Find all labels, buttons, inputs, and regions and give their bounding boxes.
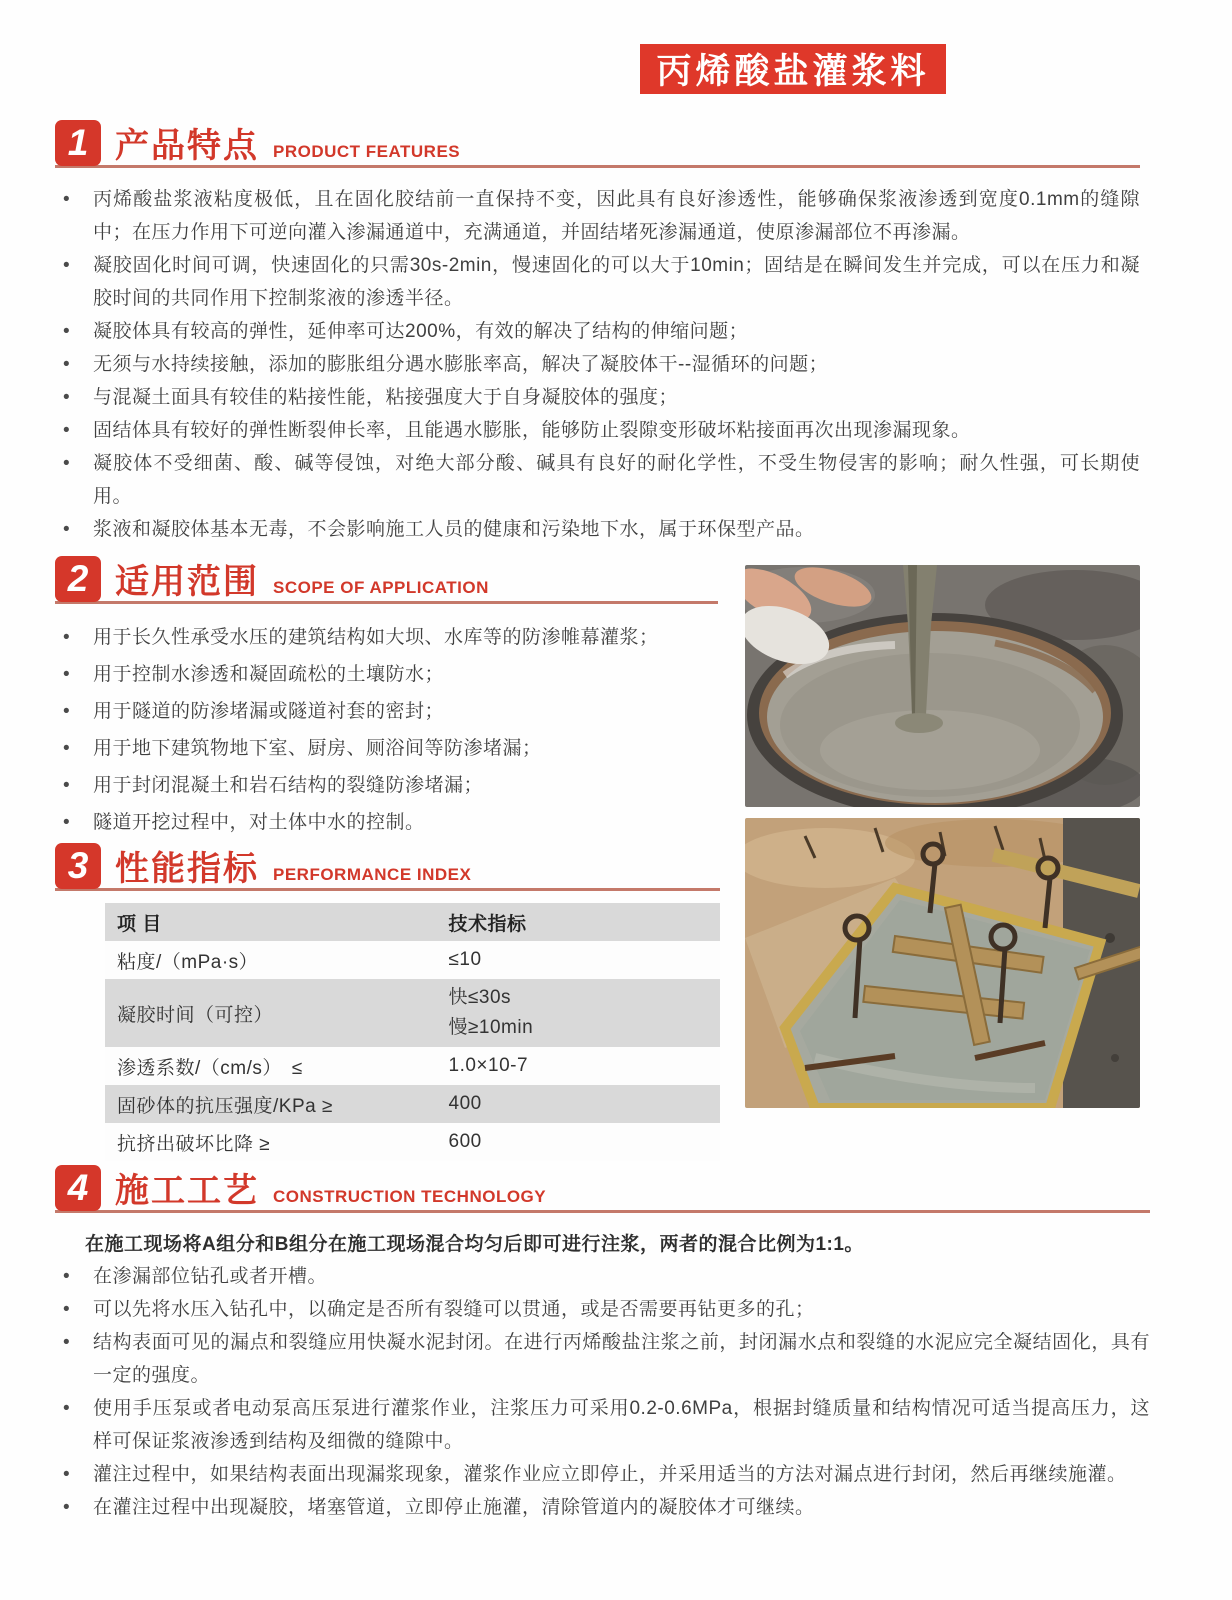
bullet-text: 凝胶体不受细菌、酸、碱等侵蚀，对绝大部分酸、碱具有良好的耐化学性，不受生物侵害的影响；耐久性强，可长期使用。 (93, 453, 1140, 507)
mixing-ratio-note: 在施工现场将A组分和B组分在施工现场混合均匀后即可进行注浆，两者的混合比例为1:1。 (85, 1234, 864, 1255)
value-line: 快≤30s (448, 987, 512, 1008)
table-row (105, 941, 720, 979)
section-subtitle: PRODUCT FEATURES (273, 142, 461, 161)
table-row (105, 979, 720, 1047)
table-row (105, 1047, 720, 1085)
performance-index-table (105, 903, 720, 1161)
list-item (55, 249, 1140, 315)
bullet-icon: • (63, 701, 70, 722)
section-2-header (55, 556, 718, 604)
table-row (105, 1085, 720, 1123)
list-item (55, 1293, 1150, 1326)
section-number-badge: 4 (55, 1165, 101, 1211)
list-item (55, 414, 1140, 447)
section-title: 施工工艺 (115, 1172, 259, 1210)
list-item (55, 183, 1140, 249)
section-title: 产品特点 (115, 127, 259, 165)
bullet-text: 灌注过程中，如果结构表面出现漏浆现象，灌浆作业应立即停止，并采用适当的方法对漏点进行封闭，然后再继续施灌。 (93, 1464, 1127, 1485)
table-row (105, 1123, 720, 1161)
bullet-icon: • (63, 321, 70, 342)
bullet-text: 固结体具有较好的弹性断裂伸长率，且能遇水膨胀，能够防止裂隙变形破坏粘接面再次出现渗漏现象。 (93, 420, 971, 441)
column-header-item: 项 目 (117, 913, 162, 935)
section-number-badge: 2 (55, 556, 101, 602)
list-item (55, 730, 718, 767)
bullet-text: 用于地下建筑物地下室、厨房、厕浴间等防渗堵漏； (93, 738, 542, 759)
list-item (55, 348, 1140, 381)
bullet-text: 在灌注过程中出现凝胶，堵塞管道，立即停止施灌，清除管道内的凝胶体才可继续。 (93, 1497, 815, 1518)
bullet-text: 用于封闭混凝土和岩石结构的裂缝防渗堵漏； (93, 775, 484, 796)
list-item (55, 381, 1140, 414)
list-item (55, 656, 718, 693)
item-cell: 粘度/（mPa·s） (117, 951, 259, 973)
bullet-text: 用于控制水渗透和凝固疏松的土壤防水； (93, 664, 445, 685)
application-scope-list (55, 619, 718, 841)
value-cell: 400 (448, 1093, 482, 1114)
table-header-row (105, 903, 720, 941)
section-4-header (55, 1165, 1150, 1213)
bullet-icon: • (63, 775, 70, 796)
list-item (55, 1458, 1150, 1491)
list-item (55, 767, 718, 804)
bullet-icon: • (63, 1464, 70, 1485)
bullet-icon: • (63, 1299, 70, 1320)
section-1-header (55, 120, 1140, 168)
section-product-features (55, 120, 1140, 546)
list-item (55, 447, 1140, 513)
bullet-icon: • (63, 453, 70, 474)
list-item (55, 1326, 1150, 1392)
list-item (55, 513, 1140, 546)
bullet-icon: • (63, 1398, 70, 1419)
item-cell: 渗透系数/（cm/s） ≤ (117, 1057, 303, 1079)
bullet-icon: • (63, 1497, 70, 1518)
bullet-text: 凝胶固化时间可调，快速固化的只需30s-2min，慢速固化的可以大于10min；固结是在瞬间发生并完成，可以在压力和凝胶时间的共同作用下控制浆液的渗透半径。 (93, 255, 1140, 309)
bullet-icon: • (63, 738, 70, 759)
section-subtitle: SCOPE OF APPLICATION (273, 578, 489, 597)
page-title: 丙烯酸盐灌浆料 (640, 44, 946, 94)
value-cell (437, 979, 721, 1047)
value-cell: 600 (448, 1131, 482, 1152)
bullet-icon: • (63, 1332, 70, 1353)
list-item (55, 619, 718, 656)
section-title: 性能指标 (115, 850, 259, 888)
bullet-icon: • (63, 519, 70, 540)
construction-steps-list (55, 1260, 1150, 1524)
slurry-mixing-photo (745, 565, 1140, 807)
bullet-text: 凝胶体具有较高的弹性，延伸率可达200%，有效的解决了结构的伸缩问题； (93, 321, 749, 342)
list-item (55, 693, 718, 730)
bullet-icon: • (63, 420, 70, 441)
section-construction-technology (55, 1165, 1150, 1524)
section-scope-of-application (55, 556, 718, 841)
bullet-text: 结构表面可见的漏点和裂缝应用快凝水泥封闭。在进行丙烯酸盐注浆之前，封闭漏水点和裂缝的水泥应完全凝结固化，具有一定的强度。 (93, 1332, 1150, 1386)
section-subtitle: CONSTRUCTION TECHNOLOGY (273, 1187, 547, 1206)
list-item (55, 1260, 1150, 1293)
list-item (55, 804, 718, 841)
list-item (55, 1491, 1150, 1524)
section-number-badge: 3 (55, 843, 101, 889)
value-line: 慢≥10min (448, 1017, 534, 1038)
section-number-badge: 1 (55, 120, 101, 166)
product-features-list (55, 183, 1140, 546)
bullet-text: 与混凝土面具有较佳的粘接性能，粘接强度大于自身凝胶体的强度； (93, 387, 679, 408)
bullet-text: 可以先将水压入钻孔中，以确定是否所有裂缝可以贯通，或是否需要再钻更多的孔； (93, 1299, 815, 1320)
value-cell: ≤10 (448, 949, 482, 970)
value-cell: 1.0×10-7 (448, 1055, 529, 1076)
bullet-icon: • (63, 1266, 70, 1287)
bullet-text: 隧道开挖过程中，对土体中水的控制。 (93, 812, 425, 833)
item-cell: 抗挤出破坏比降 ≥ (117, 1133, 271, 1155)
section-3-header (55, 843, 720, 891)
item-cell: 固砂体的抗压强度/KPa ≥ (117, 1095, 333, 1117)
bullet-text: 用于长久性承受水压的建筑结构如大坝、水库等的防渗帷幕灌浆； (93, 627, 659, 648)
bullet-icon: • (63, 812, 70, 833)
section-subtitle: PERFORMANCE INDEX (273, 865, 472, 884)
bullet-text: 在渗漏部位钻孔或者开槽。 (93, 1266, 328, 1287)
list-item (55, 1392, 1150, 1458)
bullet-text: 用于隧道的防渗堵漏或隧道衬套的密封； (93, 701, 445, 722)
bullet-icon: • (63, 664, 70, 685)
section-title: 适用范围 (115, 563, 259, 601)
bullet-icon: • (63, 189, 70, 210)
formwork-grouting-photo (745, 818, 1140, 1108)
bullet-icon: • (63, 387, 70, 408)
bullet-text: 丙烯酸盐浆液粘度极低，且在固化胶结前一直保持不变，因此具有良好渗透性，能够确保浆液渗透到宽度0.1mm的缝隙中；在压力作用下可逆向灌入渗漏通道中，充满通道，并固结堵死渗漏通道，使原渗漏部位不再渗漏。 (93, 189, 1140, 243)
section-performance-index (55, 843, 720, 1161)
bullet-text: 无须与水持续接触，添加的膨胀组分遇水膨胀率高，解决了凝胶体干--湿循环的问题； (93, 354, 829, 375)
column-header-spec: 技术指标 (448, 913, 527, 935)
bullet-icon: • (63, 255, 70, 276)
list-item (55, 315, 1140, 348)
bullet-text: 浆液和凝胶体基本无毒，不会影响施工人员的健康和污染地下水，属于环保型产品。 (93, 519, 815, 540)
item-cell: 凝胶时间（可控） (117, 1004, 274, 1026)
bullet-text: 使用手压泵或者电动泵高压泵进行灌浆作业，注浆压力可采用0.2-0.6MPa，根据封缝质量和结构情况可适当提高压力，这样可保证浆液渗透到结构及细微的缝隙中。 (93, 1398, 1150, 1452)
bullet-icon: • (63, 627, 70, 648)
bullet-icon: • (63, 354, 70, 375)
